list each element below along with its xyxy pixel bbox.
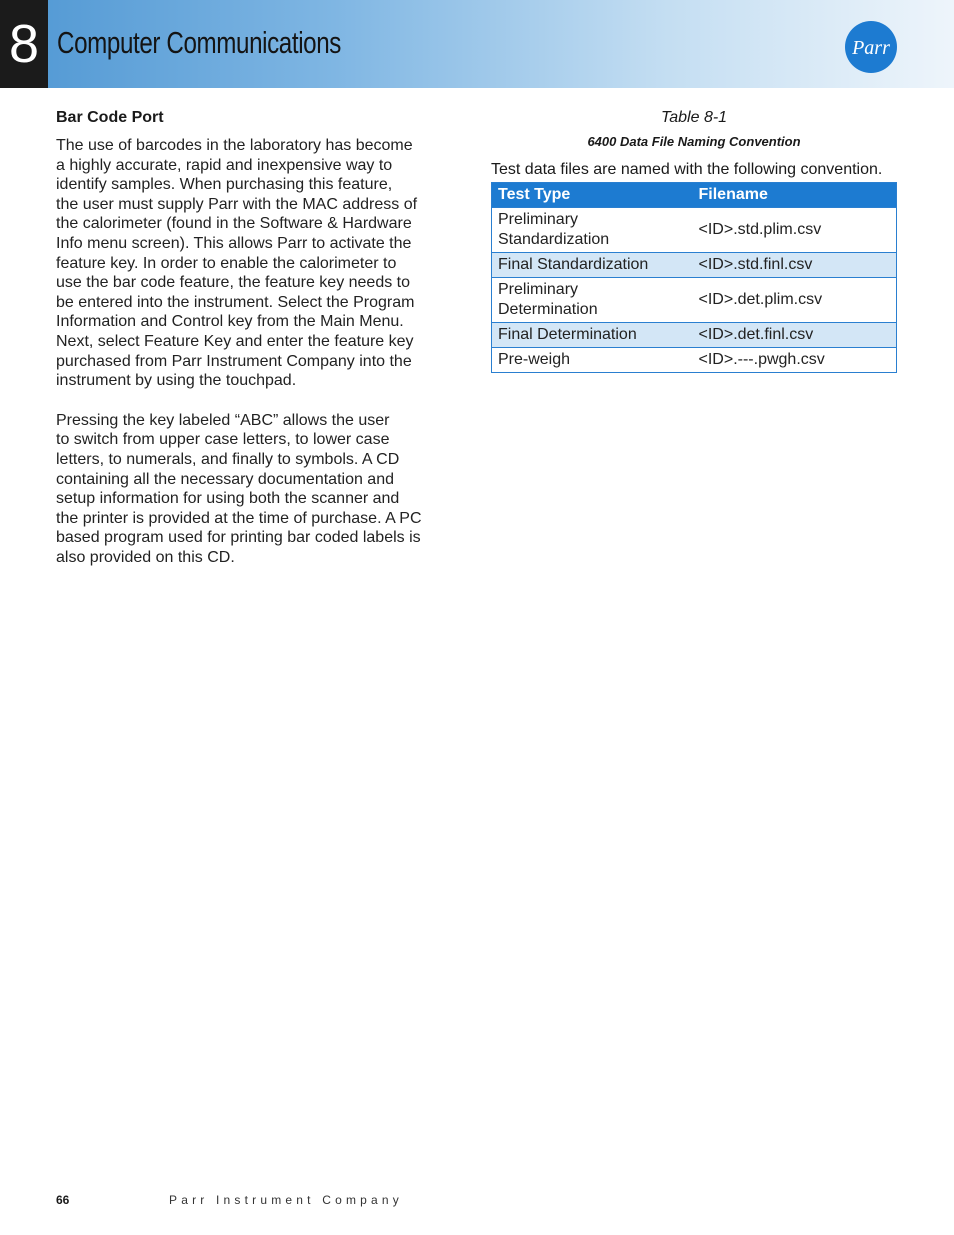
text-line: instrument by using the touchpad. <box>56 372 297 390</box>
text-line: to switch from upper case letters, to lower case <box>56 431 390 449</box>
footer-company: Parr Instrument Company <box>169 1193 403 1207</box>
body-paragraph-2 <box>56 411 466 568</box>
cell-test-type <box>492 348 693 373</box>
table-row <box>492 278 897 323</box>
text-line: based program used for printing bar coded labels is <box>56 529 421 547</box>
cell-test-type <box>492 208 693 253</box>
text-line: Info menu screen). This allows Parr to activate the <box>56 234 412 252</box>
cell-test-type <box>492 323 693 348</box>
text-line: feature key. In order to enable the calorimeter to <box>56 254 397 272</box>
cell-text-line: Final Standardization <box>498 256 649 273</box>
text-line: be entered into the instrument. Select the Program <box>56 293 415 311</box>
section-heading: Bar Code Port <box>56 109 164 126</box>
text-line: Pressing the key labeled “ABC” allows the user <box>56 411 390 429</box>
cell-filename: <ID>.---.pwgh.csv <box>693 348 897 373</box>
text-line: also provided on this CD. <box>56 548 235 566</box>
column-header-test-type: Test Type <box>492 183 693 208</box>
cell-test-type <box>492 253 693 278</box>
cell-text-line: Preliminary <box>498 211 579 228</box>
cell-filename: <ID>.std.plim.csv <box>693 208 897 253</box>
chapter-title: Computer Communications <box>57 25 341 60</box>
cell-test-type <box>492 278 693 323</box>
chapter-header-bar <box>0 0 954 88</box>
text-line: the user must supply Parr with the MAC address of <box>56 195 418 213</box>
text-line: identify samples. When purchasing this feature, <box>56 176 393 194</box>
text-line: Next, select Feature Key and enter the feature key <box>56 332 414 350</box>
text-line: letters, to numerals, and finally to symbols. A CD <box>56 450 400 468</box>
paragraph-gap <box>56 391 466 411</box>
text-line: purchased from Parr Instrument Company into the <box>56 352 412 370</box>
cell-filename: <ID>.std.finl.csv <box>693 253 897 278</box>
file-naming-table <box>491 182 897 373</box>
bar-code-port-section <box>56 108 466 567</box>
table-intro: Test data files are named with the following convention. <box>491 161 883 178</box>
text-line: Information and Control key from the Main Menu. <box>56 313 404 331</box>
table-subtitle: 6400 Data File Naming Convention <box>587 134 801 149</box>
chapter-number: 8 <box>0 0 48 88</box>
table-row <box>492 323 897 348</box>
text-line: the printer is provided at the time of purchase. A PC <box>56 509 422 527</box>
text-line: use the bar code feature, the feature key needs to <box>56 274 411 292</box>
table-header-row <box>492 183 897 208</box>
column-header-filename: Filename <box>693 183 897 208</box>
text-line: setup information for using both the scanner and <box>56 490 400 508</box>
cell-text-line: Pre-weigh <box>498 351 571 368</box>
table-section <box>491 108 897 373</box>
text-line: containing all the necessary documentation and <box>56 470 394 488</box>
cell-text-line: Standardization <box>498 231 610 248</box>
table-row <box>492 348 897 373</box>
cell-text-line: Preliminary <box>498 281 579 298</box>
parr-logo-icon <box>843 19 899 75</box>
text-line: the calorimeter (found in the Software & Hardware <box>56 215 412 233</box>
table-title: Table 8-1 <box>660 109 728 126</box>
cell-filename: <ID>.det.finl.csv <box>693 323 897 348</box>
table-row <box>492 253 897 278</box>
body-paragraph-1 <box>56 136 466 391</box>
text-line: a highly accurate, rapid and inexpensive way to <box>56 156 393 174</box>
logo-text: Parr <box>852 37 890 59</box>
page-number: 66 <box>56 1193 70 1207</box>
text-line: The use of barcodes in the laboratory has become <box>56 137 413 154</box>
cell-text-line: Final Determination <box>498 326 637 343</box>
table-body <box>492 208 897 373</box>
cell-text-line: Determination <box>498 301 598 318</box>
table-row <box>492 208 897 253</box>
cell-filename: <ID>.det.plim.csv <box>693 278 897 323</box>
